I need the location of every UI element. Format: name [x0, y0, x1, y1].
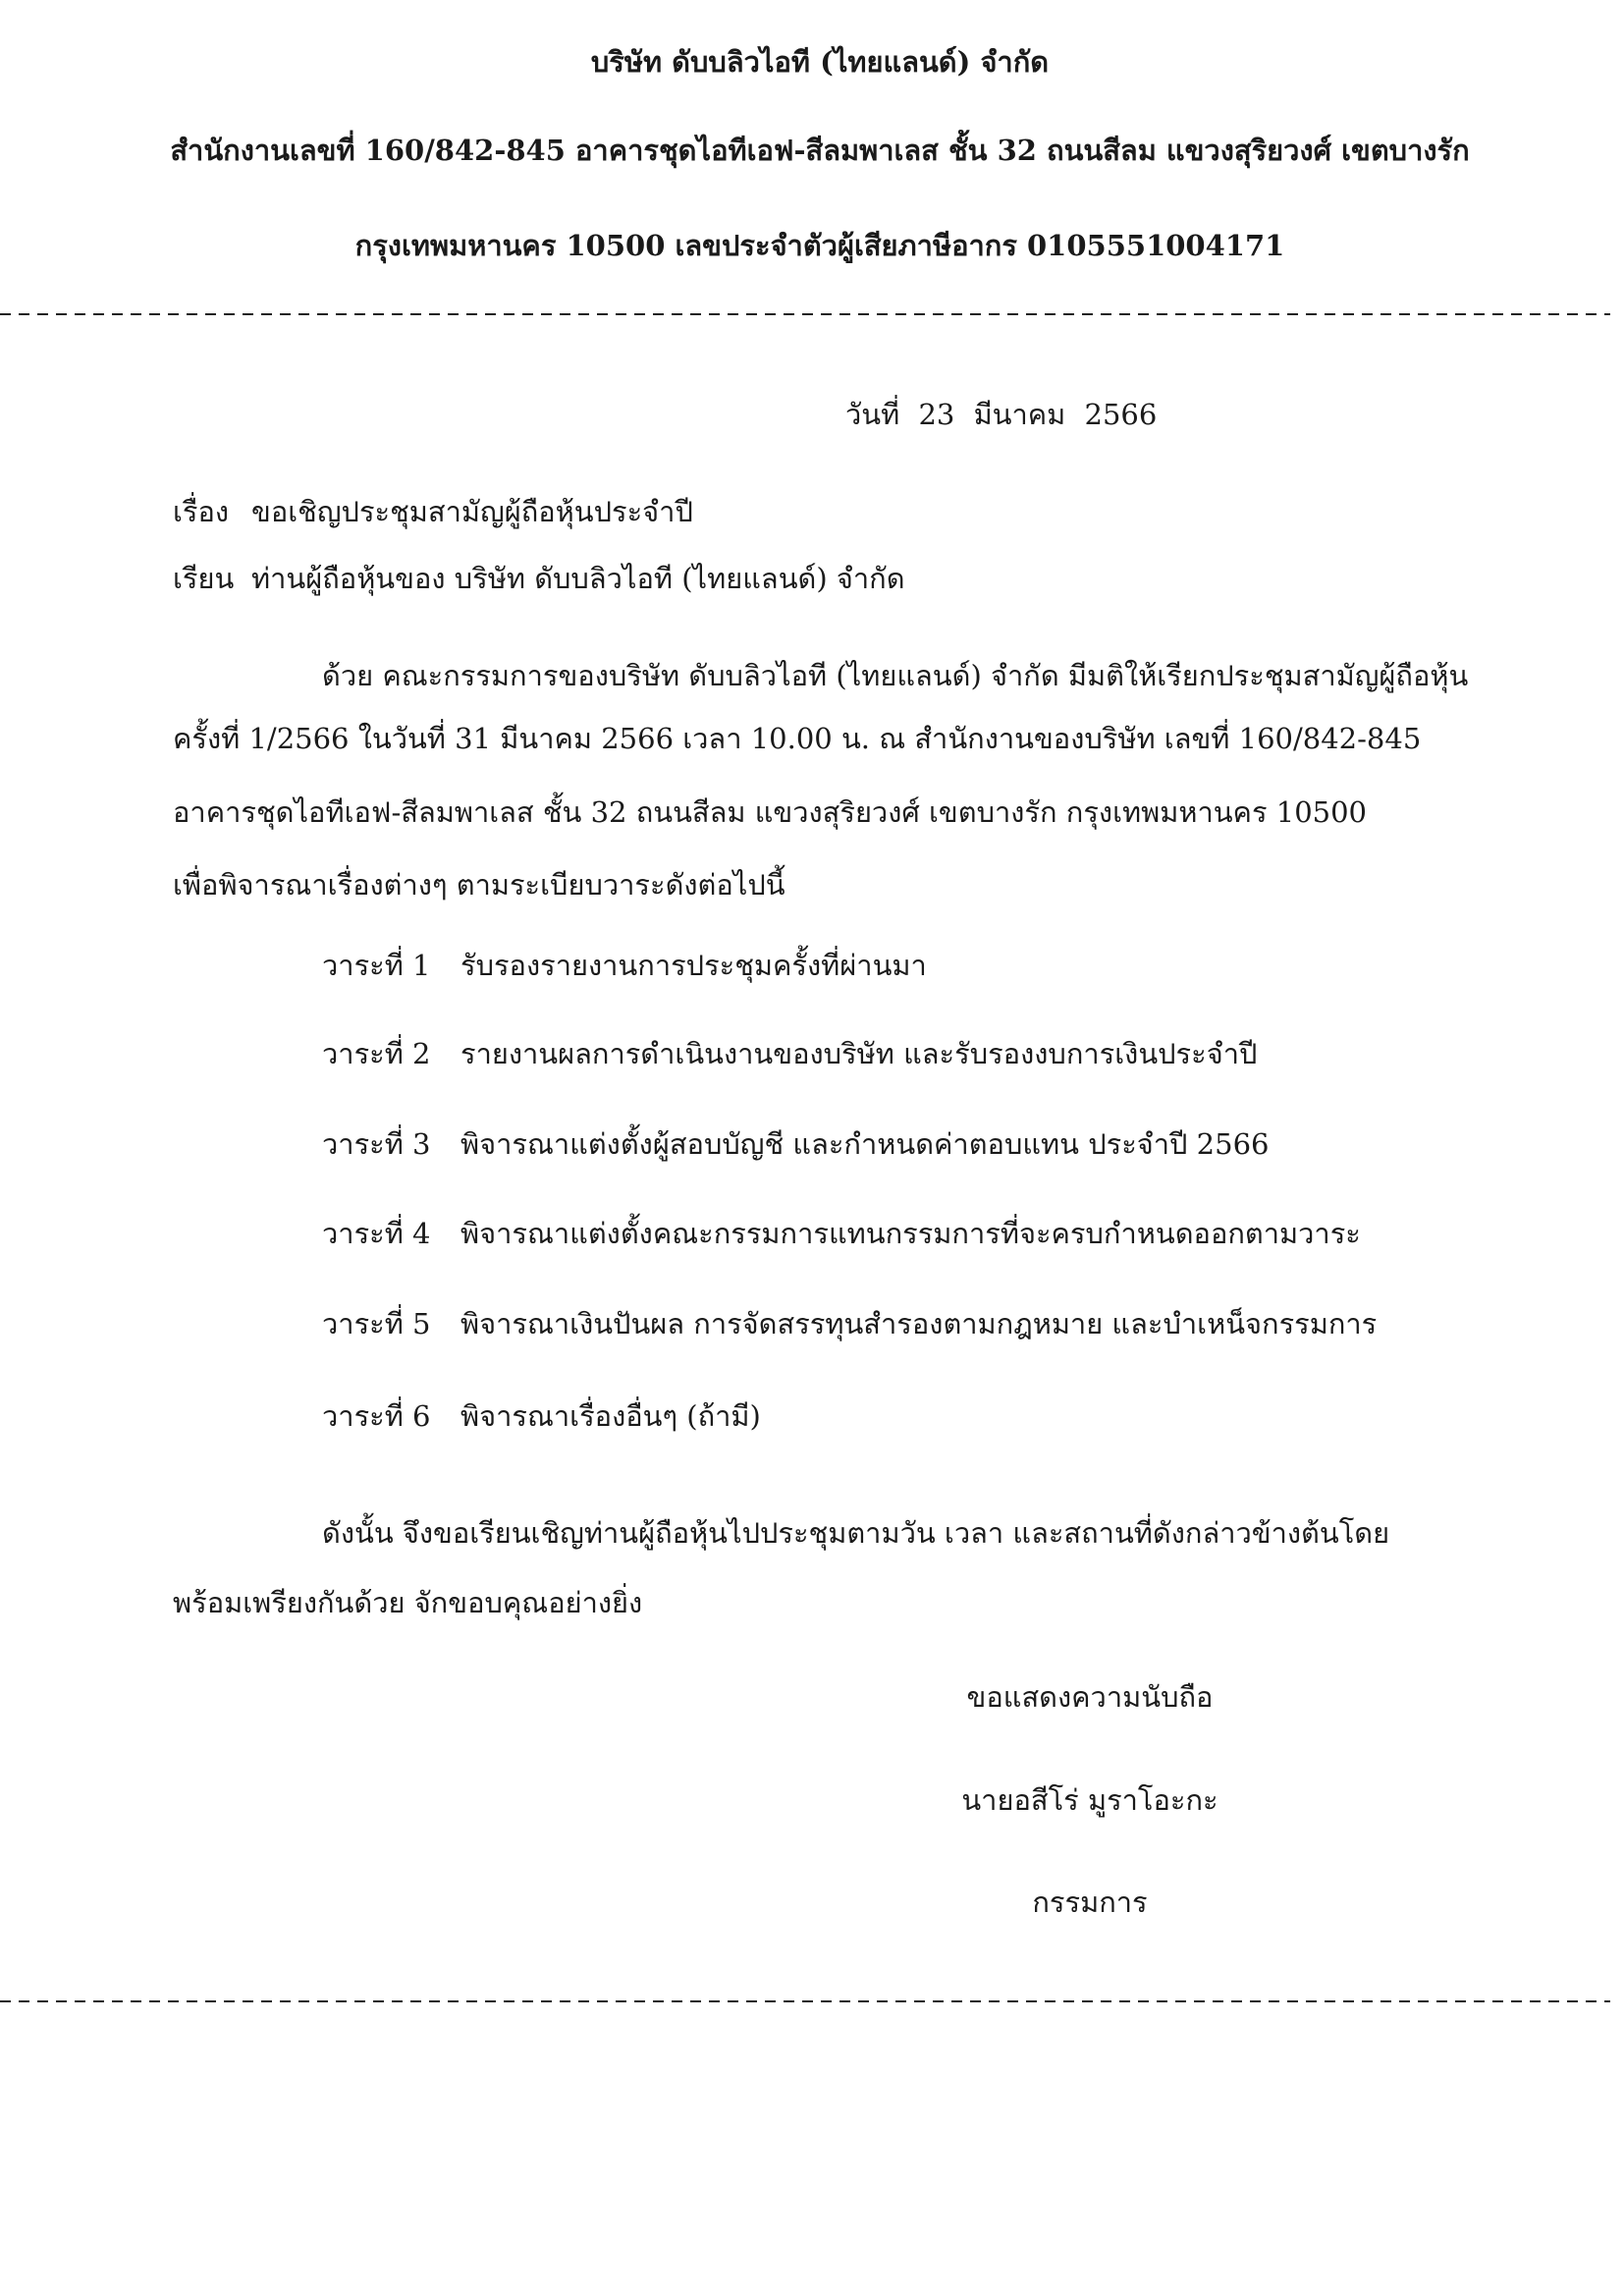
closing-line-1: ดังนั้น จึงขอเรียนเชิญท่านผู้ถือหุ้นไปประชุมตามวัน เวลา และสถานที่ดังกล่าวข้างต้นโดย: [322, 1516, 1390, 1550]
agenda-item: [322, 1396, 1589, 1436]
agenda-item: [322, 1124, 1589, 1164]
agenda-text: พิจารณาแต่งตั้งคณะกรรมการแทนกรรมการที่จะครบกำหนดออกตามวาระ: [460, 1217, 1361, 1250]
agenda-label: วาระที่ 2: [322, 1037, 431, 1070]
agenda-item: [322, 1034, 1589, 1073]
company-address-line-1: สำนักงานเลขที่ 160/842-845 อาคารชุดไอทีเอฟ-สีลมพาเลส ชั้น 32 ถนนสีลม แขวงสุริยวงศ์ เขตบางรัก: [170, 134, 1470, 167]
agenda-label: วาระที่ 1: [322, 949, 431, 982]
agenda-item: [322, 1214, 1589, 1253]
agenda-label: วาระที่ 4: [322, 1217, 431, 1250]
subject-line: [173, 492, 1587, 531]
agenda-label: วาระที่ 5: [322, 1307, 431, 1340]
agenda-text: พิจารณาเงินปันผล การจัดสรรทุนสำรองตามกฎหมาย และบำเหน็จกรรมการ: [460, 1307, 1378, 1340]
signature-title: กรรมการ: [1032, 1886, 1148, 1919]
recipient-text: ท่านผู้ถือหุ้นของ บริษัท ดับบลิวไอที (ไทยแลนด์) จำกัด: [251, 562, 905, 595]
intro-line-2: ครั้งที่ 1/2566 ในวันที่ 31 มีนาคม 2566 เวลา 10.00 น. ณ สำนักงานของบริษัท เลขที่ 160/842-845: [173, 722, 1422, 755]
closing-line-2: พร้อมเพรียงกันด้วย จักขอบคุณอย่างยิ่ง: [173, 1586, 643, 1619]
agenda-text: รายงานผลการดำเนินงานของบริษัท และรับรองงบการเงินประจำปี: [460, 1037, 1258, 1070]
dashed-divider-top: [0, 313, 1610, 315]
agenda-text: พิจารณาแต่งตั้งผู้สอบบัญชี และกำหนดค่าตอบแทน ประจำปี 2566: [460, 1127, 1270, 1161]
dashed-divider-bottom: [0, 2000, 1610, 2002]
agenda-item: [322, 946, 1589, 985]
agenda-label: วาระที่ 6: [322, 1399, 431, 1433]
agenda-label: วาระที่ 3: [322, 1127, 431, 1161]
subject-text: ขอเชิญประชุมสามัญผู้ถือหุ้นประจำปี: [251, 495, 693, 528]
letter-date: วันที่ 23 มีนาคม 2566: [845, 398, 1158, 431]
agenda-text: รับรองรายงานการประชุมครั้งที่ผ่านมา: [460, 949, 927, 982]
signature-salutation: ขอแสดงความนับถือ: [966, 1680, 1214, 1714]
company-address-line-2: กรุงเทพมหานคร 10500 เลขประจำตัวผู้เสียภาษีอากร 0105551004171: [354, 229, 1285, 262]
recipient-label: เรียน: [173, 562, 235, 595]
intro-line-3: อาคารชุดไอทีเอฟ-สีลมพาเลส ชั้น 32 ถนนสีลม แขวงสุริยวงศ์ เขตบางรัก กรุงเทพมหานคร 10500: [173, 795, 1368, 829]
subject-label: เรื่อง: [173, 495, 230, 528]
intro-line-1: ด้วย คณะกรรมการของบริษัท ดับบลิวไอที (ไทยแลนด์) จำกัด มีมติให้เรียกประชุมสามัญผู้ถือหุ้น: [322, 659, 1469, 692]
signature-name: นายอสีโร่ มูราโอะกะ: [961, 1783, 1218, 1817]
agenda-item: [322, 1304, 1589, 1343]
intro-line-4: เพื่อพิจารณาเรื่องต่างๆ ตามระเบียบวาระดังต่อไปนี้: [173, 868, 785, 902]
recipient-line: [173, 559, 1587, 598]
company-name: บริษัท ดับบลิวไอที (ไทยแลนด์) จำกัด: [590, 45, 1050, 79]
agenda-text: พิจารณาเรื่องอื่นๆ (ถ้ามี): [460, 1399, 761, 1433]
